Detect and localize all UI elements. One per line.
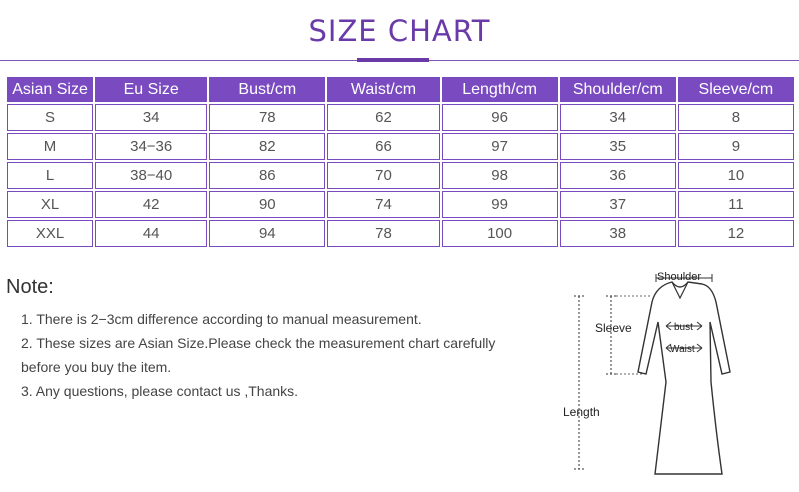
table-cell: 34 bbox=[95, 104, 207, 131]
table-cell: 9 bbox=[678, 133, 794, 160]
header-shoulder: Shoulder/cm bbox=[560, 77, 676, 102]
table-cell: 12 bbox=[678, 220, 794, 247]
table-cell: 100 bbox=[442, 220, 558, 247]
header-eu-size: Eu Size bbox=[95, 77, 207, 102]
note-list bbox=[21, 307, 561, 403]
bust-label: bust bbox=[674, 322, 693, 333]
table-row bbox=[7, 104, 794, 131]
sleeve-label: Sleeve bbox=[595, 321, 632, 335]
table-header-row bbox=[7, 77, 794, 102]
table-cell: 37 bbox=[560, 191, 676, 218]
table-row bbox=[7, 162, 794, 189]
header-waist: Waist/cm bbox=[327, 77, 439, 102]
table-row bbox=[7, 133, 794, 160]
table-cell: 38 bbox=[560, 220, 676, 247]
table-cell: 44 bbox=[95, 220, 207, 247]
table-cell: 94 bbox=[209, 220, 325, 247]
dress-illustration bbox=[560, 262, 799, 487]
length-dimension-line bbox=[574, 296, 584, 469]
table-cell: 62 bbox=[327, 104, 439, 131]
header-asian-size: Asian Size bbox=[7, 77, 93, 102]
table-cell: 86 bbox=[209, 162, 325, 189]
table-cell: 74 bbox=[327, 191, 439, 218]
table-cell: 42 bbox=[95, 191, 207, 218]
table-row bbox=[7, 220, 794, 247]
table-cell: S bbox=[7, 104, 93, 131]
table-cell: 11 bbox=[678, 191, 794, 218]
table-row bbox=[7, 191, 794, 218]
measurement-diagram bbox=[560, 262, 799, 487]
table-cell: 10 bbox=[678, 162, 794, 189]
table-cell: 38−40 bbox=[95, 162, 207, 189]
sleeve-guide bbox=[616, 296, 652, 374]
header-bust: Bust/cm bbox=[209, 77, 325, 102]
table-cell: 70 bbox=[327, 162, 439, 189]
sleeve-dimension-line bbox=[606, 296, 616, 374]
dress-outline bbox=[638, 282, 730, 474]
table-cell: XL bbox=[7, 191, 93, 218]
table-cell: 78 bbox=[327, 220, 439, 247]
shoulder-label: Shoulder bbox=[657, 271, 702, 283]
header-sleeve: Sleeve/cm bbox=[678, 77, 794, 102]
table-cell: 35 bbox=[560, 133, 676, 160]
note-item: 3. Any questions, please contact us ,Thanks. bbox=[21, 383, 299, 399]
table-cell: 66 bbox=[327, 133, 439, 160]
note-item: before you buy the item. bbox=[21, 359, 172, 375]
title-divider-accent bbox=[357, 58, 429, 62]
waist-label: Waist bbox=[670, 344, 695, 355]
note-item: 1. There is 2−3cm difference according to manual measurement. bbox=[21, 311, 422, 327]
table-cell: 98 bbox=[442, 162, 558, 189]
table-cell: 34−36 bbox=[95, 133, 207, 160]
table-cell: 99 bbox=[442, 191, 558, 218]
table-cell: 8 bbox=[678, 104, 794, 131]
table-cell: 82 bbox=[209, 133, 325, 160]
table-cell: 78 bbox=[209, 104, 325, 131]
length-label: Length bbox=[563, 405, 600, 419]
header-length: Length/cm bbox=[442, 77, 558, 102]
page-title: SIZE CHART bbox=[308, 14, 491, 48]
table-cell: 96 bbox=[442, 104, 558, 131]
table-cell: 36 bbox=[560, 162, 676, 189]
table-cell: 97 bbox=[442, 133, 558, 160]
table-cell: XXL bbox=[7, 220, 93, 247]
note-title: Note: bbox=[6, 276, 54, 298]
table-cell: 90 bbox=[209, 191, 325, 218]
size-table bbox=[5, 75, 796, 249]
note-item: 2. These sizes are Asian Size.Please check the measurement chart carefully bbox=[21, 335, 496, 351]
table-cell: L bbox=[7, 162, 93, 189]
table-cell: M bbox=[7, 133, 93, 160]
table-cell: 34 bbox=[560, 104, 676, 131]
